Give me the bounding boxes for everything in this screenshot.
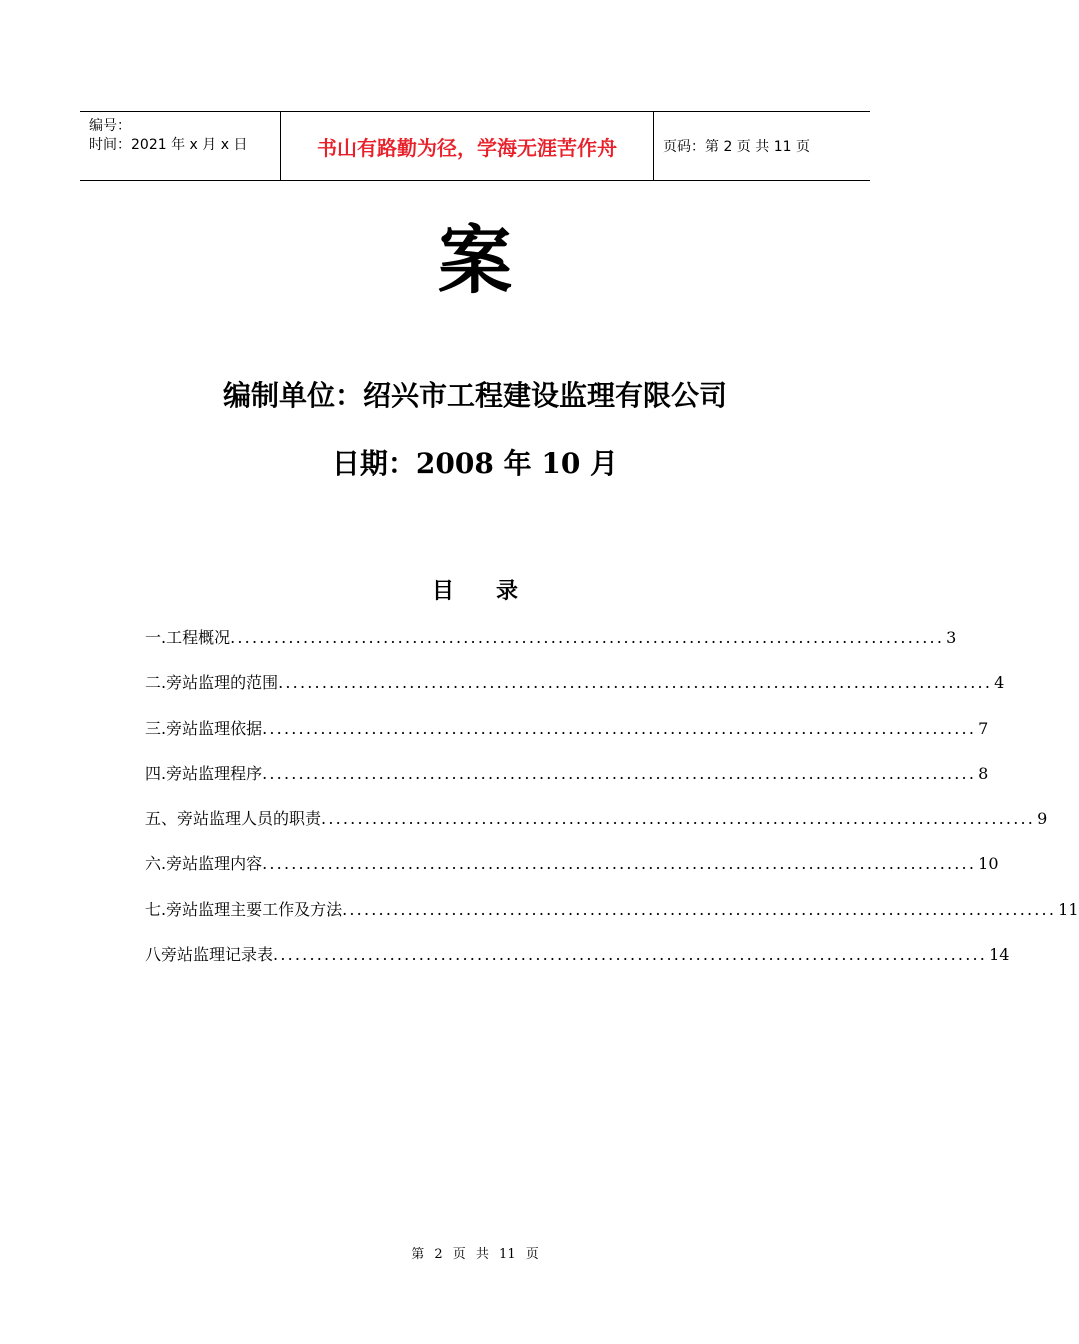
toc-entry-page: 8 [978,763,989,783]
organization-line: 编制单位：绍兴市工程建设监理有限公司 [222,379,727,412]
toc-entry-number: 七. [145,899,167,919]
toc-entry[interactable] [145,851,999,896]
header-meta [80,112,281,180]
page-footer: 第 2 页 共 11 页 [411,1247,539,1262]
toc-leader-dots: .................................................................................................. [262,763,977,783]
toc-leader-dots: .................................................................................................. [321,809,1036,829]
toc-leader-dots: .................................................................................................. [273,945,988,965]
toc-entry[interactable] [145,897,1079,942]
toc-leader-dots: .................................................................................................. [278,673,993,693]
toc-leader-dots: .................................................................................................. [262,718,977,738]
toc-entry-label: 工程概况 [166,628,231,647]
toc-title-second: 录 [496,578,519,604]
toc-entry-number: 一. [145,628,167,647]
toc-entry[interactable] [145,670,1005,715]
document-number-label: 编号： [89,118,131,134]
toc-entry-label: 旁站监理程序 [166,763,263,783]
toc-leader-dots: .................................................................................................. [262,854,977,874]
header-motto: 书山有路勤为径，学海无涯苦作舟 [281,112,654,180]
toc-leader-dots: .................................................................................................. [342,899,1057,919]
page-header [80,111,870,181]
toc-entry-number: 八 [145,945,162,965]
document-time-label: 时间：2021 年 x 月 x 日 [89,137,248,153]
toc-entry-label: 旁站监理主要工作及方法 [166,899,343,919]
toc-entry-page: 10 [978,854,999,874]
toc-entry-number: 三. [145,718,167,738]
toc-entry[interactable] [145,761,989,806]
toc-entry-label: 旁站监理的范围 [166,673,279,693]
toc-title [0,574,950,608]
toc-entry-number: 五、 [145,809,178,829]
date-line: 日期：2008 年 10 月 [331,447,619,480]
toc-entry-page: 14 [989,945,1010,965]
toc-entry-page: 11 [1058,899,1079,919]
toc-entry[interactable] [145,716,989,761]
toc-entry-label: 旁站监理人员的职责 [177,809,322,829]
toc-entry-number: 二. [145,673,167,693]
toc-entry-number: 四. [145,763,167,783]
toc-entry[interactable] [145,625,957,670]
toc-entry-page: 7 [978,718,989,738]
toc-entry-label: 旁站监理内容 [166,854,263,874]
toc-entry[interactable] [145,942,1010,987]
header-page-info: 页码：第 2 页 共 11 页 [663,139,810,155]
document-title-char: 案 [438,218,512,304]
toc-entry-page: 4 [994,673,1005,693]
toc-entry-label: 旁站监理记录表 [161,945,274,965]
table-of-contents [145,625,1079,987]
toc-entry[interactable] [145,806,1048,851]
toc-entry-page: 3 [946,628,957,647]
toc-entry-number: 六. [145,854,167,874]
toc-entry-label: 旁站监理依据 [166,718,263,738]
toc-leader-dots: .................................................................................................. [230,628,945,647]
toc-title-first: 目 [431,578,454,604]
toc-entry-page: 9 [1037,809,1048,829]
